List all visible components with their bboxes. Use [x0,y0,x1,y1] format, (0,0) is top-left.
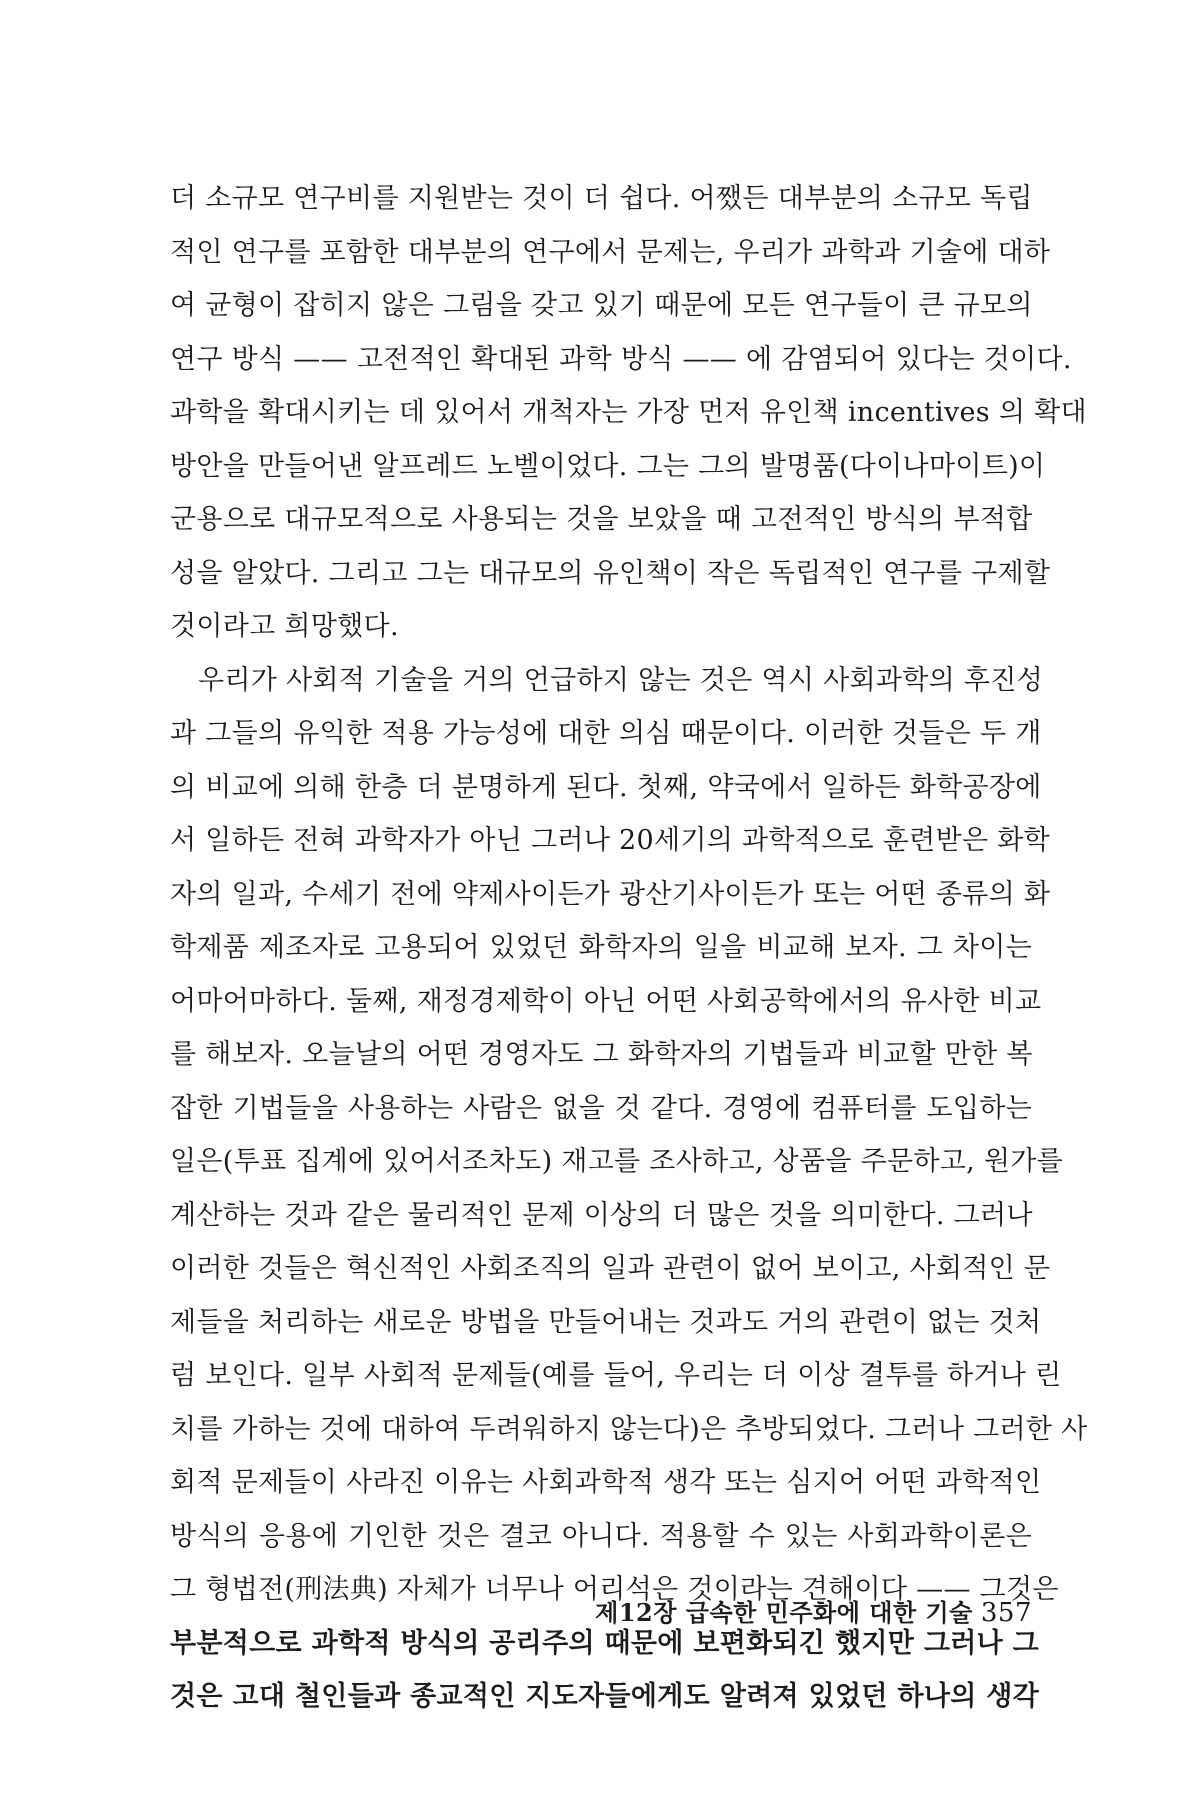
text-line: 이러한 것들은 혁신적인 사회조직의 일과 관련이 없어 보이고, 사회적인 문 [170,1253,1051,1284]
text-line: 더 소규모 연구비를 지원받는 것이 더 쉽다. 어쨌든 대부분의 소규모 독립 [170,183,1033,214]
text-line: 잡한 기법들을 사용하는 사람은 없을 것 같다. 경영에 컴퓨터를 도입하는 [170,1092,1032,1124]
text-line: 자의 일과, 수세기 전에 약제사이든가 광산기사이든가 또는 어떤 종류의 화 [170,878,1051,910]
text-line: 과학을 확대시키는 데 있어서 개척자는 가장 먼저 유인책 incentives 의 확대 [170,397,1087,428]
text-line: 것이라고 희망했다. [170,611,399,642]
text-line: 어마어마하다. 둘째, 재정경제학이 아닌 어떤 사회공학에서의 유사한 비교 [170,985,1042,1017]
page-number: 357 [980,1598,1032,1628]
text-line: 그 형법전(刑法典) 자체가 너무나 어리석은 것이라는 견해이다 —— 그것은 [170,1574,1059,1605]
text-line: 치를 가하는 것에 대하여 두려워하지 않는다)은 추방되었다. 그러나 그러한 사 [170,1413,1088,1445]
text-line: 것은 고대 철인들과 종교적인 지도자들에게도 알려져 있었던 하나의 생각 [170,1681,1040,1712]
text-line: 방안을 만들어낸 알프레드 노벨이었다. 그는 그의 발명품(다이나마이트)이 [170,450,1046,482]
text-line: 적인 연구를 포함한 대부분의 연구에서 문제는, 우리가 과학과 기술에 대하 [170,236,1051,268]
text-line: 여 균형이 잡히지 않은 그림을 갖고 있기 때문에 모든 연구들이 큰 규모의 [170,290,1033,321]
text-line: 과 그들의 유익한 적용 가능성에 대한 의심 때문이다. 이러한 것들은 두 개 [170,718,1042,749]
text-line: 회적 문제들이 사라진 이유는 사회과학적 생각 또는 심지어 어떤 과학적인 [170,1467,1042,1498]
text-line: 서 일하든 전혀 과학자가 아닌 그러나 20세기의 과학적으로 훈련받은 화학 [170,825,1050,856]
text-line: 계산하는 것과 같은 물리적인 문제 이상의 더 많은 것을 의미한다. 그러나 [170,1199,1033,1231]
running-title: 제12장 급속한 민주화에 대한 기술 [595,1598,973,1627]
text-line: 방식의 응용에 기인한 것은 결코 아니다. 적용할 수 있는 사회과학이론은 [170,1520,1032,1552]
text-line: 군용으로 대규모적으로 사용되는 것을 보았을 때 고전적인 방식의 부적합 [170,504,1033,535]
text-line: 성을 알았다. 그리고 그는 대규모의 유인책이 작은 독립적인 연구를 구제할 [170,557,1051,589]
text-line: 의 비교에 의해 한층 더 분명하게 된다. 첫째, 약국에서 일하든 화학공장에 [170,771,1042,803]
text-line: 를 해보자. 오늘날의 어떤 경영자도 그 화학자의 기법들과 비교할 만한 복 [170,1039,1033,1070]
text-line: 일은(투표 집계에 있어서조차도) 재고를 조사하고, 상품을 주문하고, 원가를 [170,1146,1064,1177]
page-footer [595,1593,1032,1628]
text-line: 부분적으로 과학적 방식의 공리주의 때문에 보편화되긴 했지만 그러나 그 [170,1627,1040,1659]
text-line: 연구 방식 —— 고전적인 확대된 과학 방식 —— 에 감염되어 있다는 것이다. [170,343,1072,375]
text-line: 학제품 제조자로 고용되어 있었던 화학자의 일을 비교해 보자. 그 차이는 [170,932,1032,963]
text-line: 제들을 처리하는 새로운 방법을 만들어내는 것과도 거의 관련이 없는 것처 [170,1306,1042,1338]
text-line: 우리가 사회적 기술을 거의 언급하지 않는 것은 역시 사회과학의 후진성 [198,664,1044,696]
text-line: 럼 보인다. 일부 사회적 문제들(예를 들어, 우리는 더 이상 결투를 하거나 린 [170,1360,1062,1391]
body-text [170,172,1088,1724]
